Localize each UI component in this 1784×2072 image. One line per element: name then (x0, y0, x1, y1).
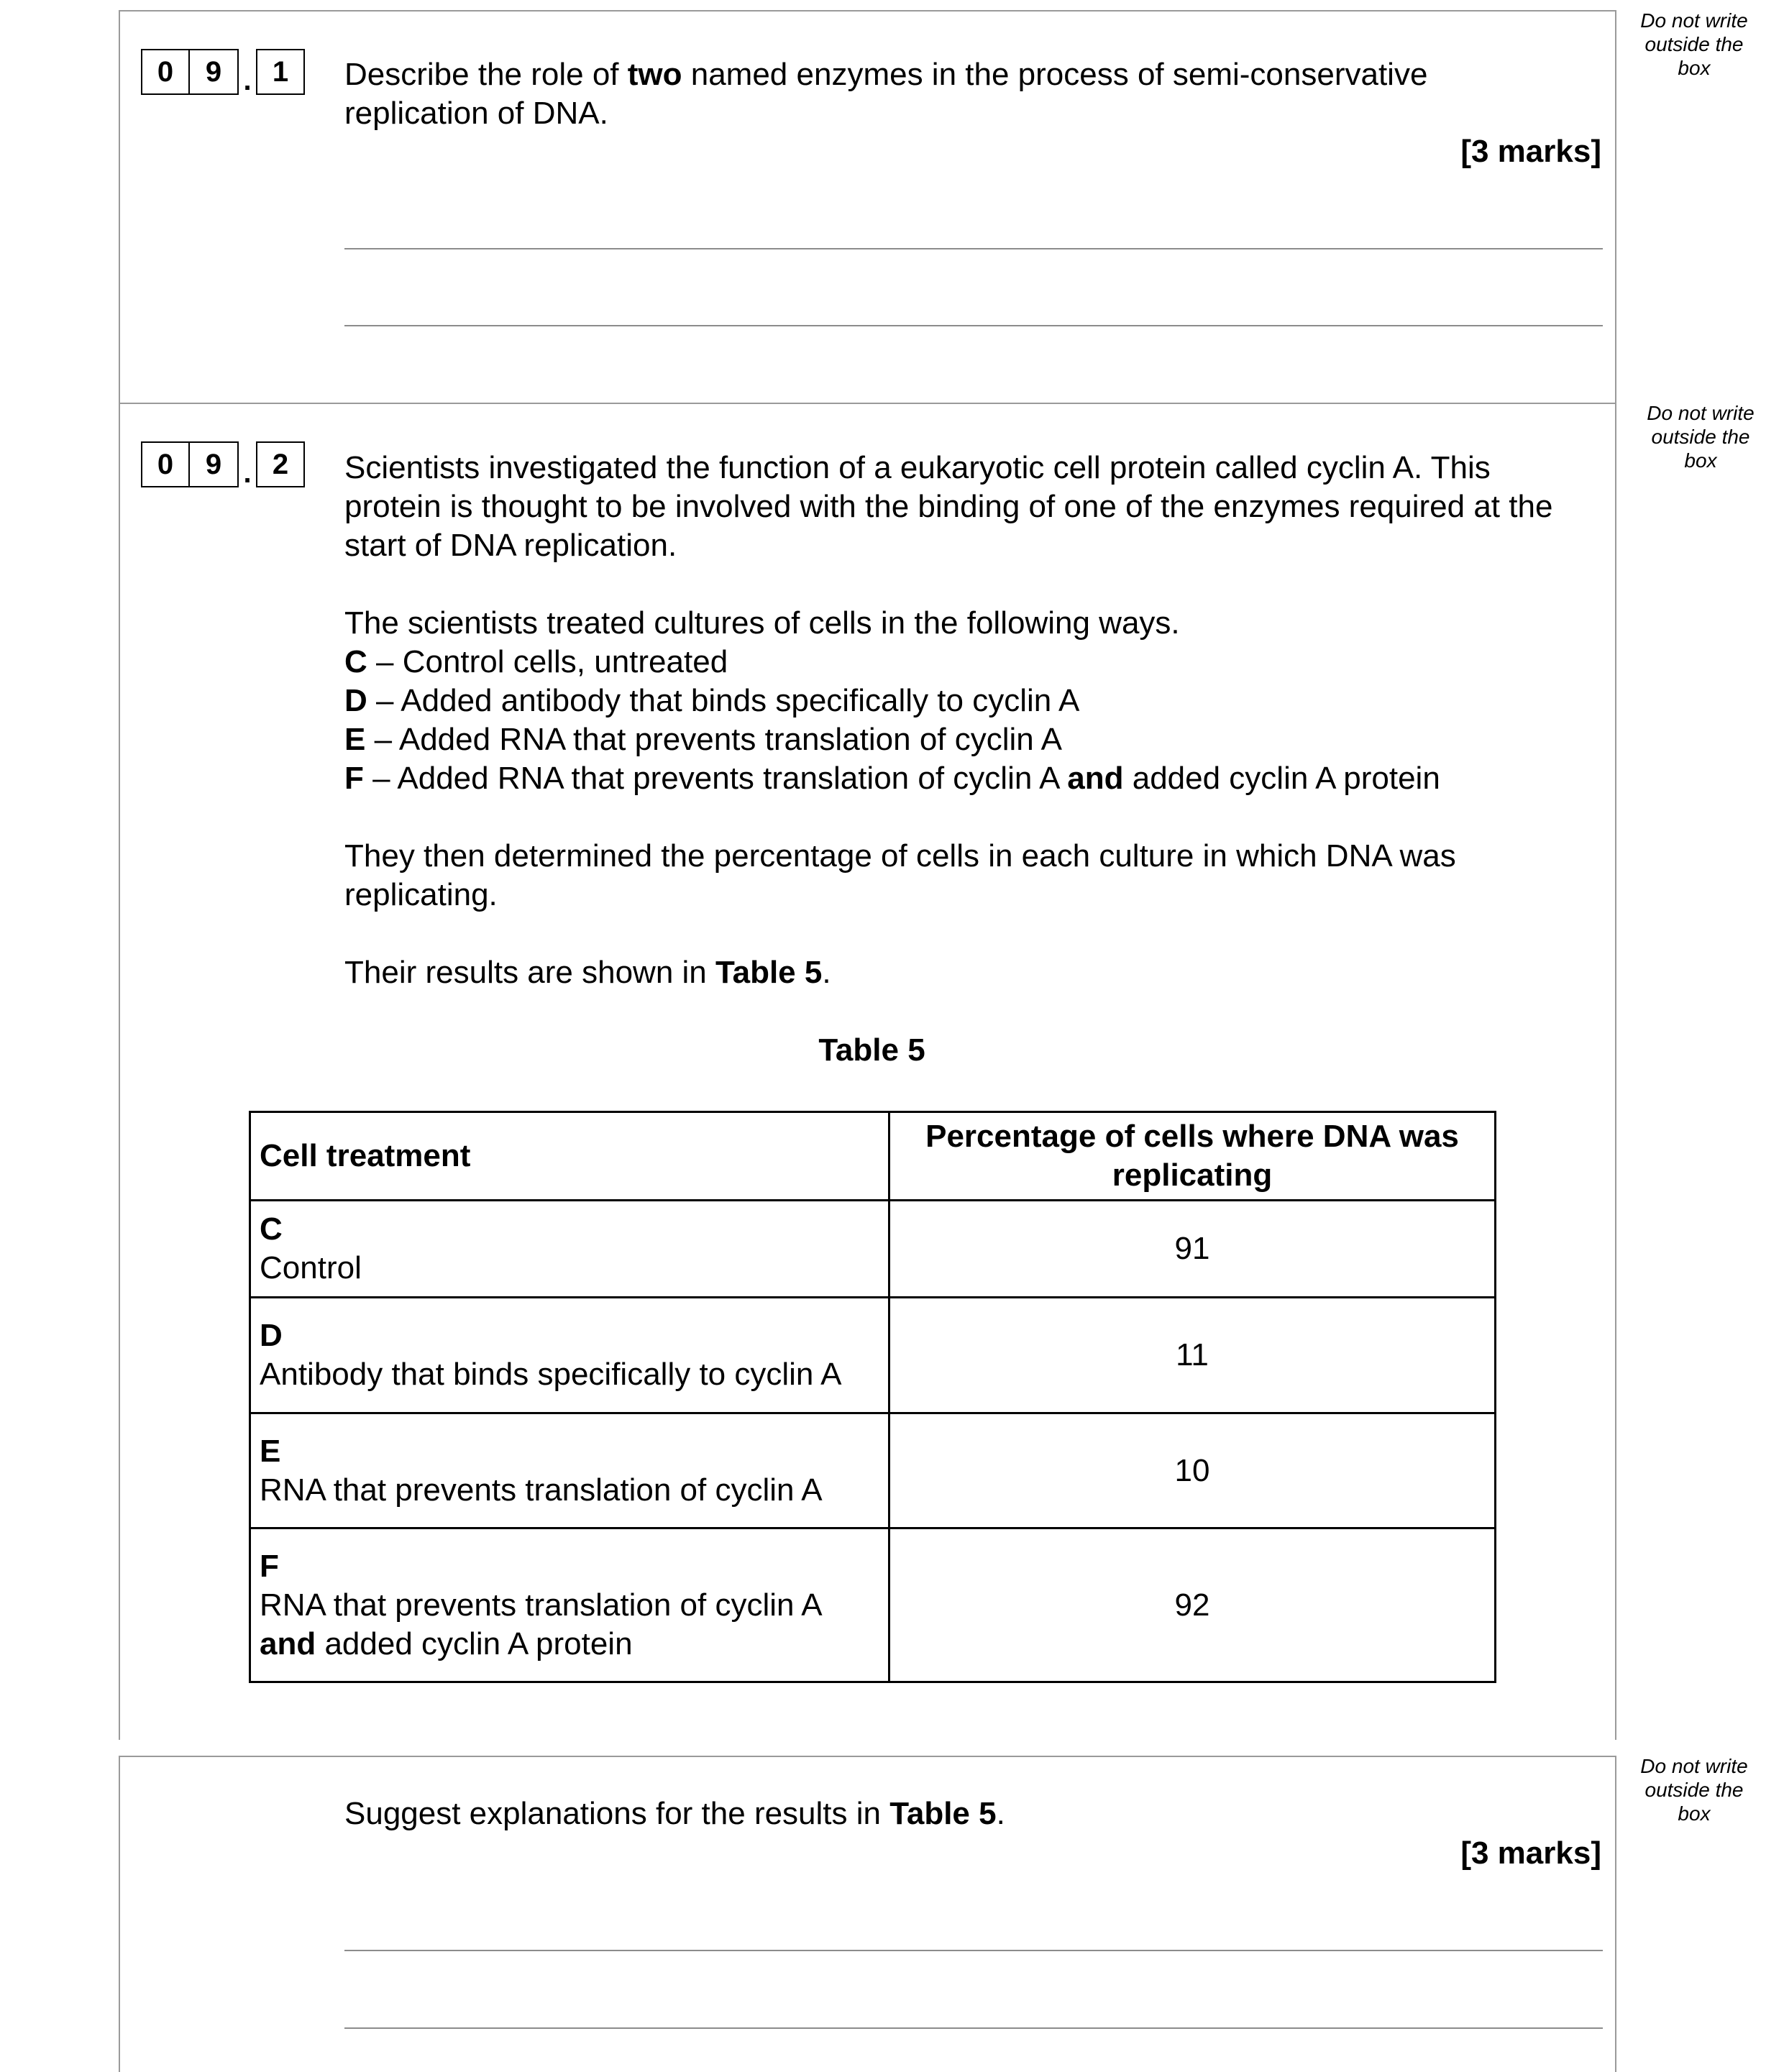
treatment-f: F – Added RNA that prevents translation of cyclin A and added cyclin A protein (344, 761, 1440, 796)
marks-09-1: [3 marks] (1460, 134, 1601, 169)
treatment-e: E – Added RNA that prevents translation of cyclin A (344, 722, 1062, 757)
answer-line[interactable] (344, 325, 1603, 326)
answer-line[interactable] (344, 248, 1603, 249)
results-table (249, 1111, 1496, 1683)
header-cell-percentage: Percentage of cells where DNA was replicating (889, 1112, 1496, 1201)
question-09-1-text: Describe the role of two named enzymes in the process of semi-conservative replication of DNA. (344, 57, 1428, 131)
header-cell-treatment: Cell treatment (250, 1112, 889, 1201)
question-09-2-prompt: Suggest explanations for the results in Table 5. (344, 1796, 1005, 1831)
question-09-2-results-ref: Their results are shown in Table 5. (344, 955, 831, 990)
margin-note-1: Do not write outside the box (1640, 9, 1748, 79)
margin-note-3: Do not write outside the box (1640, 1755, 1748, 1825)
margin-note-2: Do not write outside the box (1647, 402, 1755, 472)
table-row: C Control 91 (250, 1201, 1496, 1298)
table-header-row (250, 1112, 1496, 1201)
question-number-09-2: 0 9 . 2 (141, 441, 305, 487)
table-title: Table 5 (818, 1032, 925, 1068)
table-row: E RNA that prevents translation of cyclin A 10 (250, 1413, 1496, 1528)
question-09-2-determined: They then determined the percentage of cells in each culture in which DNA was replicating. (344, 838, 1456, 912)
answer-line[interactable] (344, 2027, 1603, 2029)
table-row: F RNA that prevents translation of cyclin A and added cyclin A protein 92 (250, 1528, 1496, 1682)
question-09-2-intro: Scientists investigated the function of a eukaryotic cell protein called cyclin A. This protein is thought to be involved with the binding of one of the enzymes required at the start of DNA replication. (344, 450, 1553, 563)
marks-09-2: [3 marks] (1460, 1835, 1601, 1871)
question-number-09-1: 0 9 . 1 (141, 49, 305, 95)
answer-line[interactable] (344, 1950, 1603, 1951)
treatment-c: C – Control cells, untreated (344, 644, 728, 679)
treatments-list: The scientists treated cultures of cells in the following ways. C – Control cells, untreated D – Added antibody that binds specifically to cyclin A E – Added RNA that prevents translation of cyclin A F – Added RNA that prevents translation of cyclin A and added cyclin A protein (344, 604, 1610, 798)
table-row: D Antibody that binds specifically to cyclin A 11 (250, 1298, 1496, 1413)
treatment-d: D – Added antibody that binds specifically to cyclin A (344, 683, 1080, 718)
